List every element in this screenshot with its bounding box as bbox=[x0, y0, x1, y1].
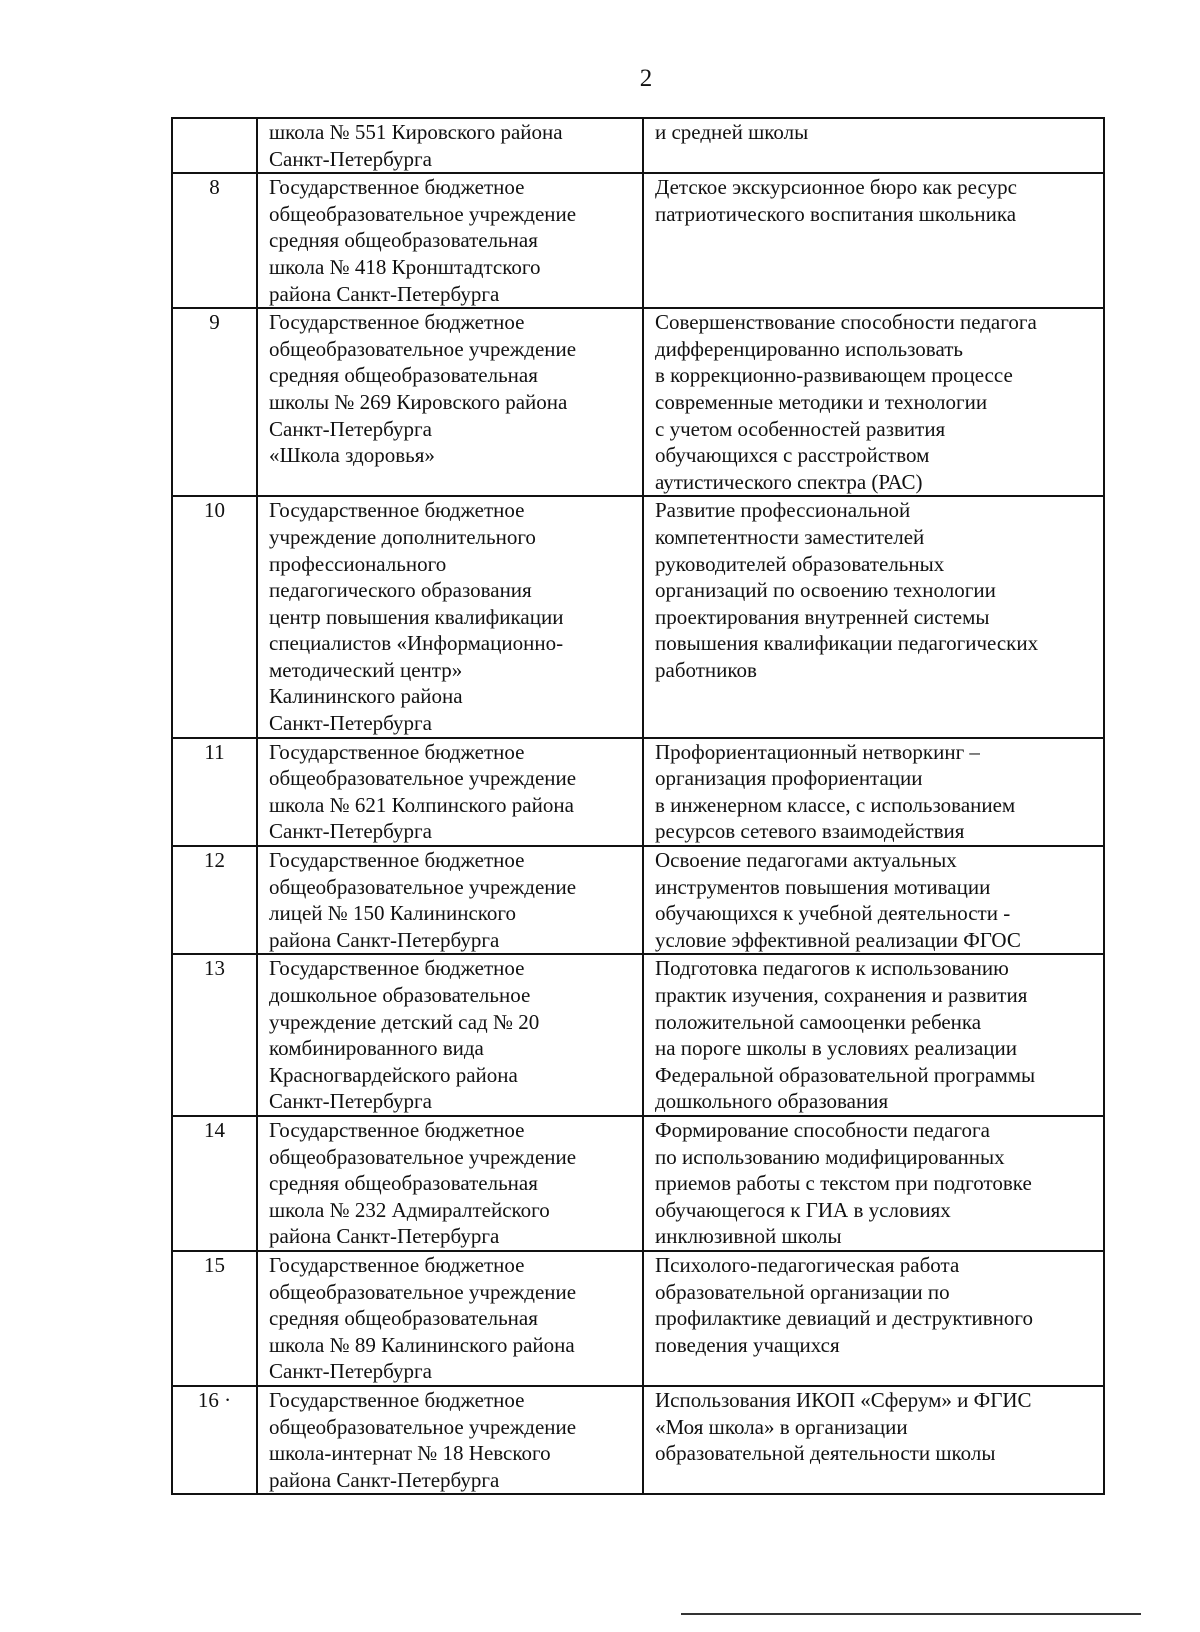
organization-line: профессионального bbox=[269, 551, 447, 576]
organization-line: лицей № 150 Калининского bbox=[269, 901, 517, 926]
organization-line: методический центр» bbox=[269, 657, 463, 682]
organization-cell bbox=[257, 846, 643, 954]
table-row bbox=[172, 1116, 1104, 1251]
organization-line: общеобразовательное учреждение bbox=[269, 1279, 577, 1304]
organization-line: Калининского района bbox=[269, 684, 463, 709]
topic-cell bbox=[643, 118, 1104, 173]
topic-line: и средней школы bbox=[655, 120, 809, 144]
table-row bbox=[172, 173, 1104, 308]
row-number: 15 bbox=[172, 1251, 257, 1386]
organization-line: школа-интернат № 18 Невского bbox=[269, 1441, 551, 1466]
topic-line: Психолого-педагогическая работа bbox=[655, 1252, 960, 1277]
topic-line: Развитие профессиональной bbox=[655, 498, 911, 523]
topic-line: в инженерном классе, с использованием bbox=[655, 792, 1016, 817]
topic-line: Профориентационный нетворкинг – bbox=[655, 739, 980, 764]
topic-line: в коррекционно-развивающем процессе bbox=[655, 363, 1013, 388]
table-row bbox=[172, 118, 1104, 173]
topic-line: Формирование способности педагога bbox=[655, 1117, 990, 1142]
organization-line: Государственное бюджетное bbox=[269, 498, 525, 523]
topic-cell bbox=[643, 308, 1104, 496]
organization-line: школа № 621 Колпинского района bbox=[269, 792, 574, 817]
topic-line: условие эффективной реализации ФГОС bbox=[655, 927, 1021, 952]
topic-line: образовательной деятельности школы bbox=[655, 1441, 996, 1466]
row-number: 10 bbox=[172, 496, 257, 737]
topic-line: «Моя школа» в организации bbox=[655, 1414, 908, 1439]
topic-line: организаций по освоению технологии bbox=[655, 578, 996, 603]
topic-line: современные методики и технологии bbox=[655, 389, 988, 414]
row-number: 9 bbox=[172, 308, 257, 496]
organization-line: средняя общеобразовательная bbox=[269, 228, 538, 253]
organization-line: средняя общеобразовательная bbox=[269, 1306, 538, 1331]
organization-line: Санкт-Петербурга bbox=[269, 416, 432, 441]
topic-line: по использованию модифицированных bbox=[655, 1144, 1005, 1169]
organization-cell bbox=[257, 954, 643, 1116]
topic-cell bbox=[643, 1386, 1104, 1494]
organization-line: средняя общеобразовательная bbox=[269, 363, 538, 388]
row-number: 12 bbox=[172, 846, 257, 954]
topic-line: с учетом особенностей развития bbox=[655, 416, 946, 441]
organization-line: Государственное бюджетное bbox=[269, 1252, 525, 1277]
organization-line: учреждение дополнительного bbox=[269, 524, 536, 549]
footer-divider bbox=[681, 1613, 1141, 1615]
organization-line: Санкт-Петербурга bbox=[269, 711, 432, 736]
organization-line: дошкольное образовательное bbox=[269, 983, 531, 1007]
topic-line: Федеральной образовательной программы bbox=[655, 1062, 1036, 1087]
organization-line: Государственное бюджетное bbox=[269, 739, 525, 764]
table-row bbox=[172, 954, 1104, 1116]
row-number: 11 bbox=[172, 738, 257, 846]
organization-cell bbox=[257, 1251, 643, 1386]
topic-line: Подготовка педагогов к использованию bbox=[655, 956, 1009, 981]
organization-line: района Санкт-Петербурга bbox=[269, 1224, 500, 1249]
organization-line: учреждение детский сад № 20 bbox=[269, 1009, 540, 1034]
topic-line: образовательной организации по bbox=[655, 1279, 950, 1304]
topic-line: патриотического воспитания школьника bbox=[655, 201, 1017, 226]
topic-line: инклюзивной школы bbox=[655, 1224, 842, 1249]
organization-cell bbox=[257, 118, 643, 173]
table-row bbox=[172, 1251, 1104, 1386]
topic-line: приемов работы с текстом при подготовке bbox=[655, 1171, 1032, 1196]
organization-line: Государственное бюджетное bbox=[269, 956, 525, 981]
organization-line: Государственное бюджетное bbox=[269, 175, 525, 200]
topic-line: дифференцированно использовать bbox=[655, 336, 963, 361]
row-number: 13 bbox=[172, 954, 257, 1116]
organization-line: центр повышения квалификации bbox=[269, 604, 564, 629]
topic-line: практик изучения, сохранения и развития bbox=[655, 983, 1028, 1007]
page-number: 2 bbox=[639, 65, 653, 92]
topic-cell bbox=[643, 846, 1104, 954]
organizations-table bbox=[171, 117, 1105, 1495]
organization-line: района Санкт-Петербурга bbox=[269, 927, 500, 952]
table-row bbox=[172, 1386, 1104, 1494]
topic-cell bbox=[643, 738, 1104, 846]
organization-line: школа № 551 Кировского района bbox=[269, 120, 563, 144]
topic-line: поведения учащихся bbox=[655, 1332, 840, 1357]
topic-line: компетентности заместителей bbox=[655, 524, 925, 549]
organization-line: Санкт-Петербурга bbox=[269, 146, 432, 171]
organization-line: педагогического образования bbox=[269, 578, 532, 603]
organization-line: общеобразовательное учреждение bbox=[269, 336, 577, 361]
topic-line: работников bbox=[655, 657, 757, 682]
organization-line: средняя общеобразовательная bbox=[269, 1171, 538, 1196]
organization-line: комбинированного вида bbox=[269, 1036, 484, 1061]
organization-line: школа № 89 Калининского района bbox=[269, 1332, 575, 1357]
organization-line: школа № 418 Кронштадтского bbox=[269, 254, 541, 279]
organization-line: специалистов «Информационно- bbox=[269, 631, 564, 656]
organization-line: Санкт-Петербурга bbox=[269, 819, 432, 844]
topic-line: Освоение педагогами актуальных bbox=[655, 848, 957, 873]
topic-line: ресурсов сетевого взаимодействия bbox=[655, 819, 965, 844]
row-number: 16 · bbox=[172, 1386, 257, 1494]
table-row bbox=[172, 308, 1104, 496]
topic-line: проектирования внутренней системы bbox=[655, 604, 990, 629]
table-row bbox=[172, 496, 1104, 737]
topic-cell bbox=[643, 1251, 1104, 1386]
topic-line: дошкольного образования bbox=[655, 1089, 889, 1114]
topic-line: руководителей образовательных bbox=[655, 551, 945, 576]
row-number bbox=[172, 118, 257, 173]
topic-line: Использования ИКОП «Сферум» и ФГИС bbox=[655, 1387, 1032, 1412]
topic-line: Детское экскурсионное бюро как ресурс bbox=[655, 175, 1017, 200]
organization-line: Санкт-Петербурга bbox=[269, 1089, 432, 1114]
organization-line: общеобразовательное учреждение bbox=[269, 874, 577, 899]
organization-cell bbox=[257, 173, 643, 308]
organization-line: школы № 269 Кировского района bbox=[269, 389, 568, 414]
topic-cell bbox=[643, 173, 1104, 308]
organization-line: общеобразовательное учреждение bbox=[269, 766, 577, 791]
topic-line: профилактике девиаций и деструктивного bbox=[655, 1306, 1033, 1331]
organization-cell bbox=[257, 1386, 643, 1494]
organization-line: школа № 232 Адмиралтейского bbox=[269, 1197, 550, 1222]
organization-line: Государственное бюджетное bbox=[269, 310, 525, 335]
organization-cell bbox=[257, 308, 643, 496]
topic-line: аутистического спектра (РАС) bbox=[655, 469, 923, 494]
topic-line: положительной самооценки ребенка bbox=[655, 1009, 982, 1034]
topic-line: обучающихся с расстройством bbox=[655, 443, 930, 468]
topic-line: организация профориентации bbox=[655, 766, 923, 791]
topic-cell bbox=[643, 1116, 1104, 1251]
topic-cell bbox=[643, 954, 1104, 1116]
organization-line: Государственное бюджетное bbox=[269, 848, 525, 873]
organization-line: Санкт-Петербурга bbox=[269, 1359, 432, 1384]
organization-line: района Санкт-Петербурга bbox=[269, 1467, 500, 1492]
organization-line: Государственное бюджетное bbox=[269, 1117, 525, 1142]
organization-line: «Школа здоровья» bbox=[269, 443, 435, 468]
organization-cell bbox=[257, 1116, 643, 1251]
organization-line: общеобразовательное учреждение bbox=[269, 1414, 577, 1439]
organization-line: района Санкт-Петербурга bbox=[269, 281, 500, 306]
organization-line: Красногвардейского района bbox=[269, 1062, 518, 1087]
table-row bbox=[172, 846, 1104, 954]
topic-line: на пороге школы в условиях реализации bbox=[655, 1036, 1017, 1061]
organization-line: общеобразовательное учреждение bbox=[269, 201, 577, 226]
topic-line: инструментов повышения мотивации bbox=[655, 874, 991, 899]
row-number: 14 bbox=[172, 1116, 257, 1251]
topic-line: обучающегося к ГИА в условиях bbox=[655, 1197, 951, 1222]
topic-line: обучающихся к учебной деятельности - bbox=[655, 901, 1011, 926]
table-body bbox=[172, 118, 1104, 1494]
organization-line: общеобразовательное учреждение bbox=[269, 1144, 577, 1169]
organization-cell bbox=[257, 496, 643, 737]
topic-line: повышения квалификации педагогических bbox=[655, 631, 1039, 656]
organization-line: Государственное бюджетное bbox=[269, 1387, 525, 1412]
table-row bbox=[172, 738, 1104, 846]
topic-cell bbox=[643, 496, 1104, 737]
topic-line: Совершенствование способности педагога bbox=[655, 310, 1037, 335]
row-number: 8 bbox=[172, 173, 257, 308]
organization-cell bbox=[257, 738, 643, 846]
